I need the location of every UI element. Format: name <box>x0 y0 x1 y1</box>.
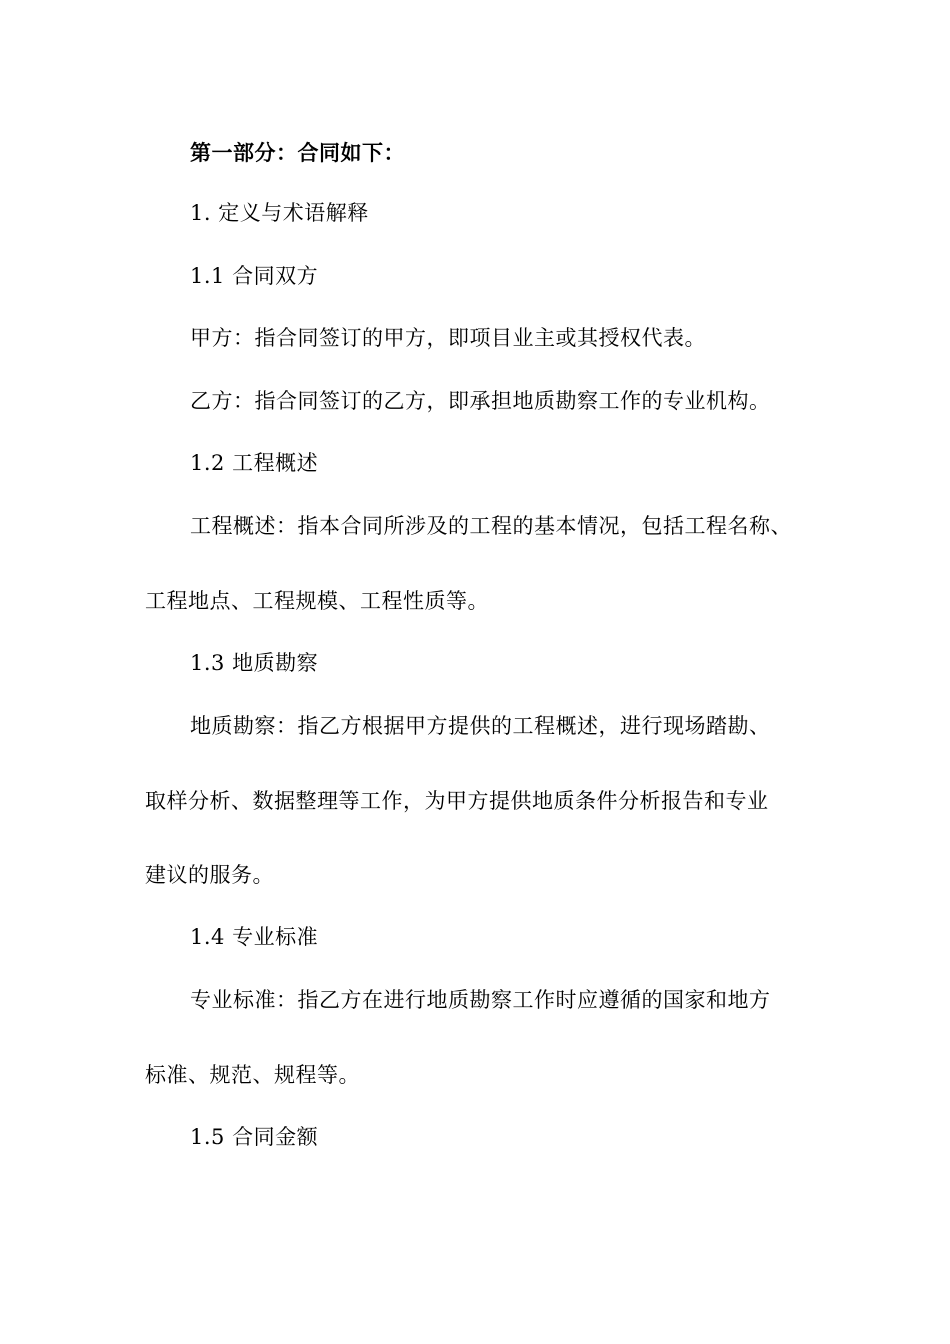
paragraph-project-overview-line2: 工程地点、工程规模、工程性质等。 <box>145 589 489 613</box>
section-heading-1-2: 1.2 工程概述 <box>190 451 319 475</box>
paragraph-professional-standards-line1: 专业标准：指乙方在进行地质勘察工作时应遵循的国家和地方 <box>190 988 771 1012</box>
paragraph-party-b: 乙方：指合同签订的乙方，即承担地质勘察工作的专业机构。 <box>190 389 771 413</box>
section-heading-1-4: 1.4 专业标准 <box>190 925 319 949</box>
section-heading-1-5: 1.5 合同金额 <box>190 1125 319 1149</box>
paragraph-geological-survey-line2: 取样分析、数据整理等工作，为甲方提供地质条件分析报告和专业 <box>145 789 769 813</box>
paragraph-party-a: 甲方：指合同签订的甲方，即项目业主或其授权代表。 <box>190 326 706 350</box>
section-heading-1-3: 1.3 地质勘察 <box>190 651 319 675</box>
paragraph-geological-survey-line3: 建议的服务。 <box>145 863 274 887</box>
section-heading-1-1: 1.1 合同双方 <box>190 264 319 288</box>
section-heading-1: 1. 定义与术语解释 <box>190 201 369 225</box>
paragraph-professional-standards-line2: 标准、规范、规程等。 <box>145 1063 360 1087</box>
paragraph-project-overview-line1: 工程概述：指本合同所涉及的工程的基本情况，包括工程名称、 <box>190 514 792 538</box>
part-title: 第一部分：合同如下： <box>190 141 405 165</box>
paragraph-geological-survey-line1: 地质勘察：指乙方根据甲方提供的工程概述，进行现场踏勘、 <box>190 714 771 738</box>
